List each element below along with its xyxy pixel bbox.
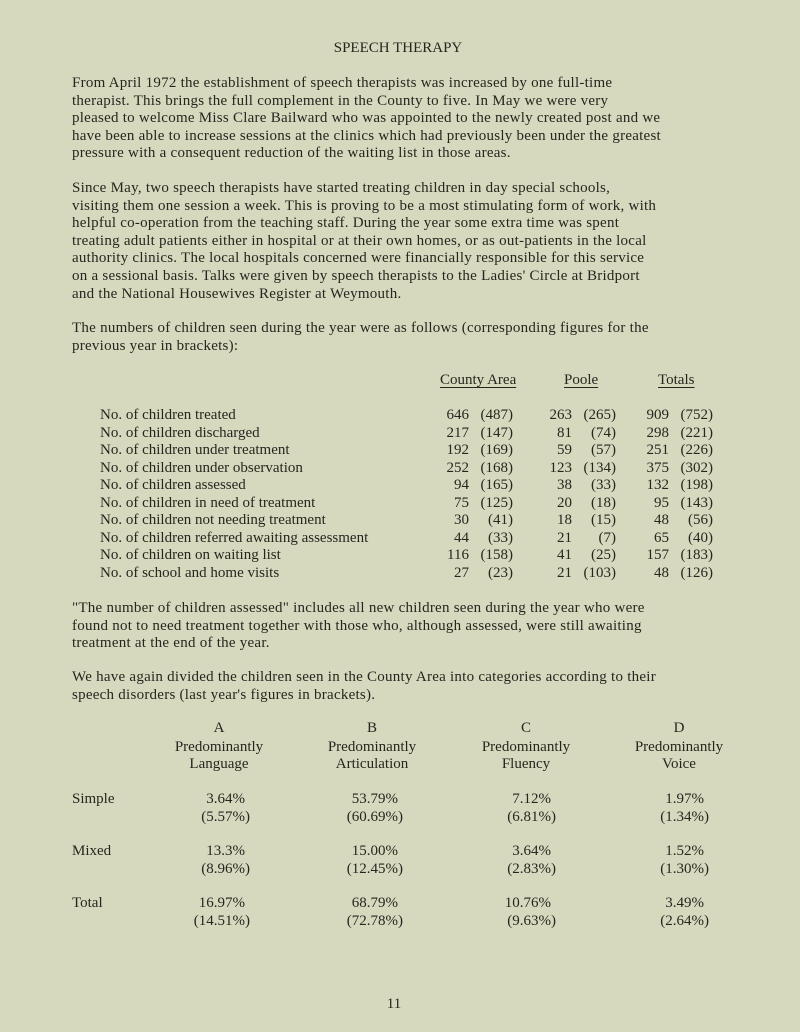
category-cell-current: 1.52% (665, 843, 704, 859)
paragraph-line: treating adult patients either in hospital or at their own homes, or as out-patients in the local (72, 232, 647, 249)
category-cell-previous: (14.51%) (193, 912, 250, 929)
table-row-label: No. of children under observation (100, 459, 303, 476)
category-cell-previous: (8.96%) (201, 860, 250, 877)
paragraph-line: authority clinics. The local hospitals concerned were financially responsible for this service (72, 250, 645, 267)
paragraph-line: and the National Housewives Register at Weymouth. (72, 285, 402, 302)
category-cell-current: 53.79% (351, 791, 398, 807)
table-cell-current: 75 (454, 494, 469, 511)
paragraph-line: on a sessional basis. Talks were given by speech therapists to the Ladies' Circle at Bridport (72, 268, 640, 284)
page-title: SPEECH THERAPY (333, 40, 463, 56)
table-cell-previous: (168) (480, 459, 513, 476)
table-cell-current: 157 (646, 547, 669, 563)
paragraph-line: The numbers of children seen during the year were as follows (corresponding figures for the (72, 320, 649, 336)
table-cell-current: 192 (446, 442, 469, 458)
table-cell-previous: (165) (480, 477, 513, 493)
table-cell-current: 217 (446, 424, 469, 441)
category-title: Predominantly (327, 738, 417, 755)
table-row-label: No. of children referred awaiting assessment (100, 529, 369, 546)
table-row-label: No. of children on waiting list (100, 547, 281, 563)
category-title: Predominantly (481, 738, 571, 755)
paragraph-line: "The number of children assessed" includes all new children seen during the year who were (72, 600, 645, 616)
category-subtitle: Articulation (335, 756, 409, 772)
table-cell-current: 116 (447, 547, 469, 563)
category-cell-current: 68.79% (351, 895, 398, 911)
table-row-label: No. of children in need of treatment (100, 494, 316, 511)
paragraph-line: therapist. This brings the full complement in the County to five. In May we were very (72, 92, 609, 109)
category-cell-current: 16.97% (198, 895, 245, 911)
table-cell-current: 20 (557, 494, 572, 511)
table-row-label: No. of children not needing treatment (100, 512, 326, 528)
category-subtitle: Fluency (501, 756, 551, 772)
table-cell-previous: (125) (480, 494, 513, 511)
table-cell-current: 21 (557, 529, 572, 546)
category-cell-previous: (1.34%) (660, 808, 709, 825)
category-cell-previous: (2.64%) (660, 912, 709, 929)
table-cell-previous: (41) (488, 512, 513, 528)
table-cell-current: 18 (557, 512, 572, 528)
category-cell-current: 13.3% (206, 843, 245, 859)
table-cell-current: 65 (654, 529, 669, 546)
table-cell-current: 44 (454, 529, 469, 546)
table-row-label: No. of children treated (100, 407, 236, 423)
table-cell-previous: (18) (591, 494, 616, 511)
table-cell-previous: (158) (480, 547, 513, 563)
table-row-label: No. of children under treatment (100, 442, 290, 458)
table-cell-current: 646 (446, 407, 469, 423)
table-cell-current: 48 (654, 564, 669, 581)
paragraph-line: pressure with a consequent reduction of the waiting list in those areas. (72, 145, 511, 162)
table-cell-previous: (226) (680, 442, 713, 458)
table-cell-current: 252 (446, 459, 469, 476)
category-cell-previous: (2.83%) (507, 860, 556, 877)
paragraph-line: previous year in brackets): (72, 337, 239, 354)
table-cell-current: 81 (557, 424, 572, 441)
table-cell-previous: (198) (680, 477, 713, 493)
table-cell-previous: (33) (488, 529, 513, 546)
paragraph-line: treatment at the end of the year. (72, 635, 270, 652)
table-cell-previous: (103) (583, 564, 616, 581)
table-cell-current: 27 (454, 564, 469, 581)
table-cell-previous: (134) (583, 459, 616, 476)
paragraph-line: We have again divided the children seen in the County Area into categories according to their (72, 669, 656, 685)
table-cell-current: 59 (557, 442, 572, 458)
category-cell-current: 3.64% (512, 843, 551, 859)
table-cell-previous: (221) (680, 424, 713, 441)
category-subtitle: Voice (662, 756, 696, 772)
table-cell-current: 123 (549, 459, 572, 476)
table-cell-previous: (752) (680, 407, 713, 423)
category-cell-previous: (9.63%) (507, 912, 556, 929)
paragraph-line: Since May, two speech therapists have started treating children in day special schools, (72, 180, 611, 196)
table-cell-previous: (169) (480, 442, 513, 458)
table-cell-current: 251 (646, 442, 669, 458)
table-cell-previous: (33) (591, 477, 616, 493)
paragraph-line: pleased to welcome Miss Clare Bailward who was appointed to the newly created post and we (72, 110, 661, 127)
table-cell-current: 132 (646, 477, 669, 493)
category-row-label: Mixed (72, 843, 112, 859)
paragraph-line: have been able to increase sessions at the clinics which had previously been under the greatest (72, 127, 661, 144)
category-cell-current: 3.64% (206, 791, 245, 807)
table-cell-current: 94 (454, 477, 469, 493)
table-column-header: Totals (658, 372, 695, 388)
table-cell-previous: (25) (591, 547, 616, 563)
category-cell-previous: (12.45%) (346, 860, 403, 877)
table-cell-previous: (302) (680, 459, 713, 476)
category-letter: B (366, 720, 377, 736)
category-letter: C (520, 720, 531, 736)
page-number: 11 (386, 996, 402, 1012)
table-cell-previous: (40) (688, 529, 713, 546)
category-cell-previous: (60.69%) (346, 808, 403, 825)
table-cell-current: 375 (646, 459, 669, 476)
category-cell-current: 7.12% (512, 791, 551, 807)
category-row-label: Simple (72, 791, 115, 807)
table-cell-current: 30 (454, 512, 469, 528)
table-column-header: Poole (564, 372, 599, 388)
category-subtitle: Language (189, 756, 249, 772)
table-row-label: No. of children assessed (100, 477, 246, 493)
table-row-label: No. of children discharged (100, 424, 260, 441)
table-cell-current: 95 (654, 494, 669, 511)
table-cell-previous: (487) (480, 407, 513, 423)
table-cell-previous: (56) (688, 512, 713, 528)
category-cell-current: 10.76% (504, 895, 551, 911)
table-cell-current: 48 (654, 512, 669, 528)
table-cell-current: 21 (557, 564, 572, 581)
category-row-label: Total (72, 895, 103, 911)
paragraph-line: speech disorders (last year's figures in brackets). (72, 686, 376, 703)
category-title: Predominantly (174, 738, 264, 755)
table-cell-current: 41 (557, 547, 572, 563)
table-cell-previous: (7) (598, 529, 616, 546)
category-cell-current: 1.97% (665, 791, 704, 807)
category-cell-previous: (5.57%) (201, 808, 250, 825)
table-cell-previous: (74) (591, 424, 616, 441)
category-letter: A (213, 720, 225, 736)
paragraph-line: found not to need treatment together with those who, although assessed, were still awaiting (72, 617, 642, 634)
table-cell-previous: (265) (583, 407, 616, 423)
category-cell-previous: (6.81%) (507, 808, 556, 825)
category-cell-current: 15.00% (351, 843, 398, 859)
table-cell-current: 38 (557, 477, 572, 493)
category-cell-previous: (1.30%) (660, 860, 709, 877)
category-title: Predominantly (634, 738, 724, 755)
category-letter: D (673, 720, 685, 736)
table-cell-previous: (15) (591, 512, 616, 528)
table-cell-previous: (143) (680, 494, 713, 511)
table-cell-previous: (57) (591, 442, 616, 458)
table-cell-previous: (147) (480, 424, 513, 441)
table-column-header: County Area (440, 372, 517, 388)
table-row-label: No. of school and home visits (100, 564, 280, 581)
paragraph-line: From April 1972 the establishment of speech therapists was increased by one full-time (72, 75, 613, 91)
table-cell-current: 298 (646, 424, 669, 441)
table-cell-previous: (23) (488, 564, 513, 581)
category-cell-current: 3.49% (665, 895, 704, 911)
paragraph-line: helpful co-operation from the teaching staff. During the year some extra time was spent (72, 215, 620, 232)
table-cell-previous: (183) (680, 547, 713, 563)
table-cell-current: 263 (549, 407, 572, 423)
category-cell-previous: (72.78%) (346, 912, 403, 929)
paragraph-line: visiting them one session a week. This is proving to be a most stimulating form of work, with (72, 197, 657, 214)
table-cell-current: 909 (646, 407, 669, 423)
table-cell-previous: (126) (680, 564, 713, 581)
